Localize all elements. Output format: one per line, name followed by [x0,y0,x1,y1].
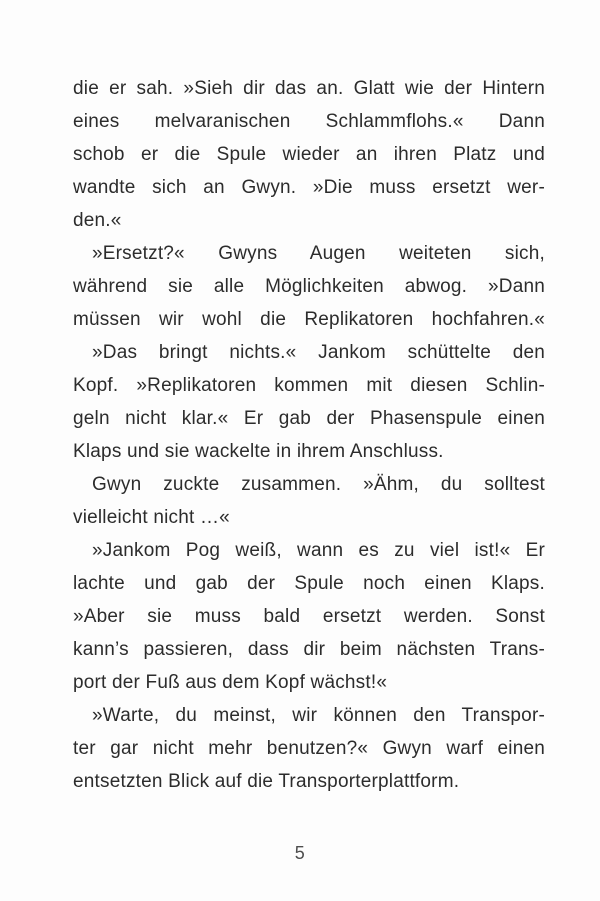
text-line: wandte sich an Gwyn. »Die muss ersetzt wer- [73,177,545,198]
paragraph [73,468,545,534]
text-line: »Aber sie muss bald ersetzt werden. Sonst [73,606,545,627]
text-line: die er sah. »Sieh dir das an. Glatt wie der Hintern [73,78,545,99]
text-line: schob er die Spule wieder an ihren Platz und [73,144,545,165]
text-line: Gwyn zuckte zusammen. »Ähm, du solltest [92,474,545,495]
text-line: ter gar nicht mehr benutzen?« Gwyn warf einen [73,738,545,759]
text-block [73,72,545,798]
page-number: 5 [294,843,306,863]
text-line: den.« [73,210,122,231]
text-line: »Das bringt nichts.« Jankom schüttelte den [92,342,545,363]
text-line: kann’s passieren, dass dir beim nächsten Trans- [73,639,545,660]
paragraph [73,534,545,699]
paragraph [73,699,545,798]
paragraph [73,72,545,237]
text-line: port der Fuß aus dem Kopf wächst!« [73,672,388,693]
text-line: Kopf. »Replikatoren kommen mit diesen Schlin- [73,375,545,396]
text-line: entsetzten Blick auf die Transporterplattform. [73,771,460,792]
paragraph [73,336,545,468]
text-line: müssen wir wohl die Replikatoren hochfahren.« [73,309,545,330]
text-line: während sie alle Möglichkeiten abwog. »Dann [73,276,545,297]
text-line: »Ersetzt?« Gwyns Augen weiteten sich, [92,243,545,264]
text-line: vielleicht nicht …« [73,507,230,528]
text-line: »Jankom Pog weiß, wann es zu viel ist!« Er [92,540,545,561]
text-line: lachte und gab der Spule noch einen Klaps. [73,573,545,594]
text-line: »Warte, du meinst, wir können den Transpor- [92,705,545,726]
text-line: eines melvaranischen Schlammflohs.« Dann [73,111,545,132]
paragraph [73,237,545,336]
text-line: geln nicht klar.« Er gab der Phasenspule einen [73,408,545,429]
text-line: Klaps und sie wackelte in ihrem Anschluss. [73,441,444,462]
